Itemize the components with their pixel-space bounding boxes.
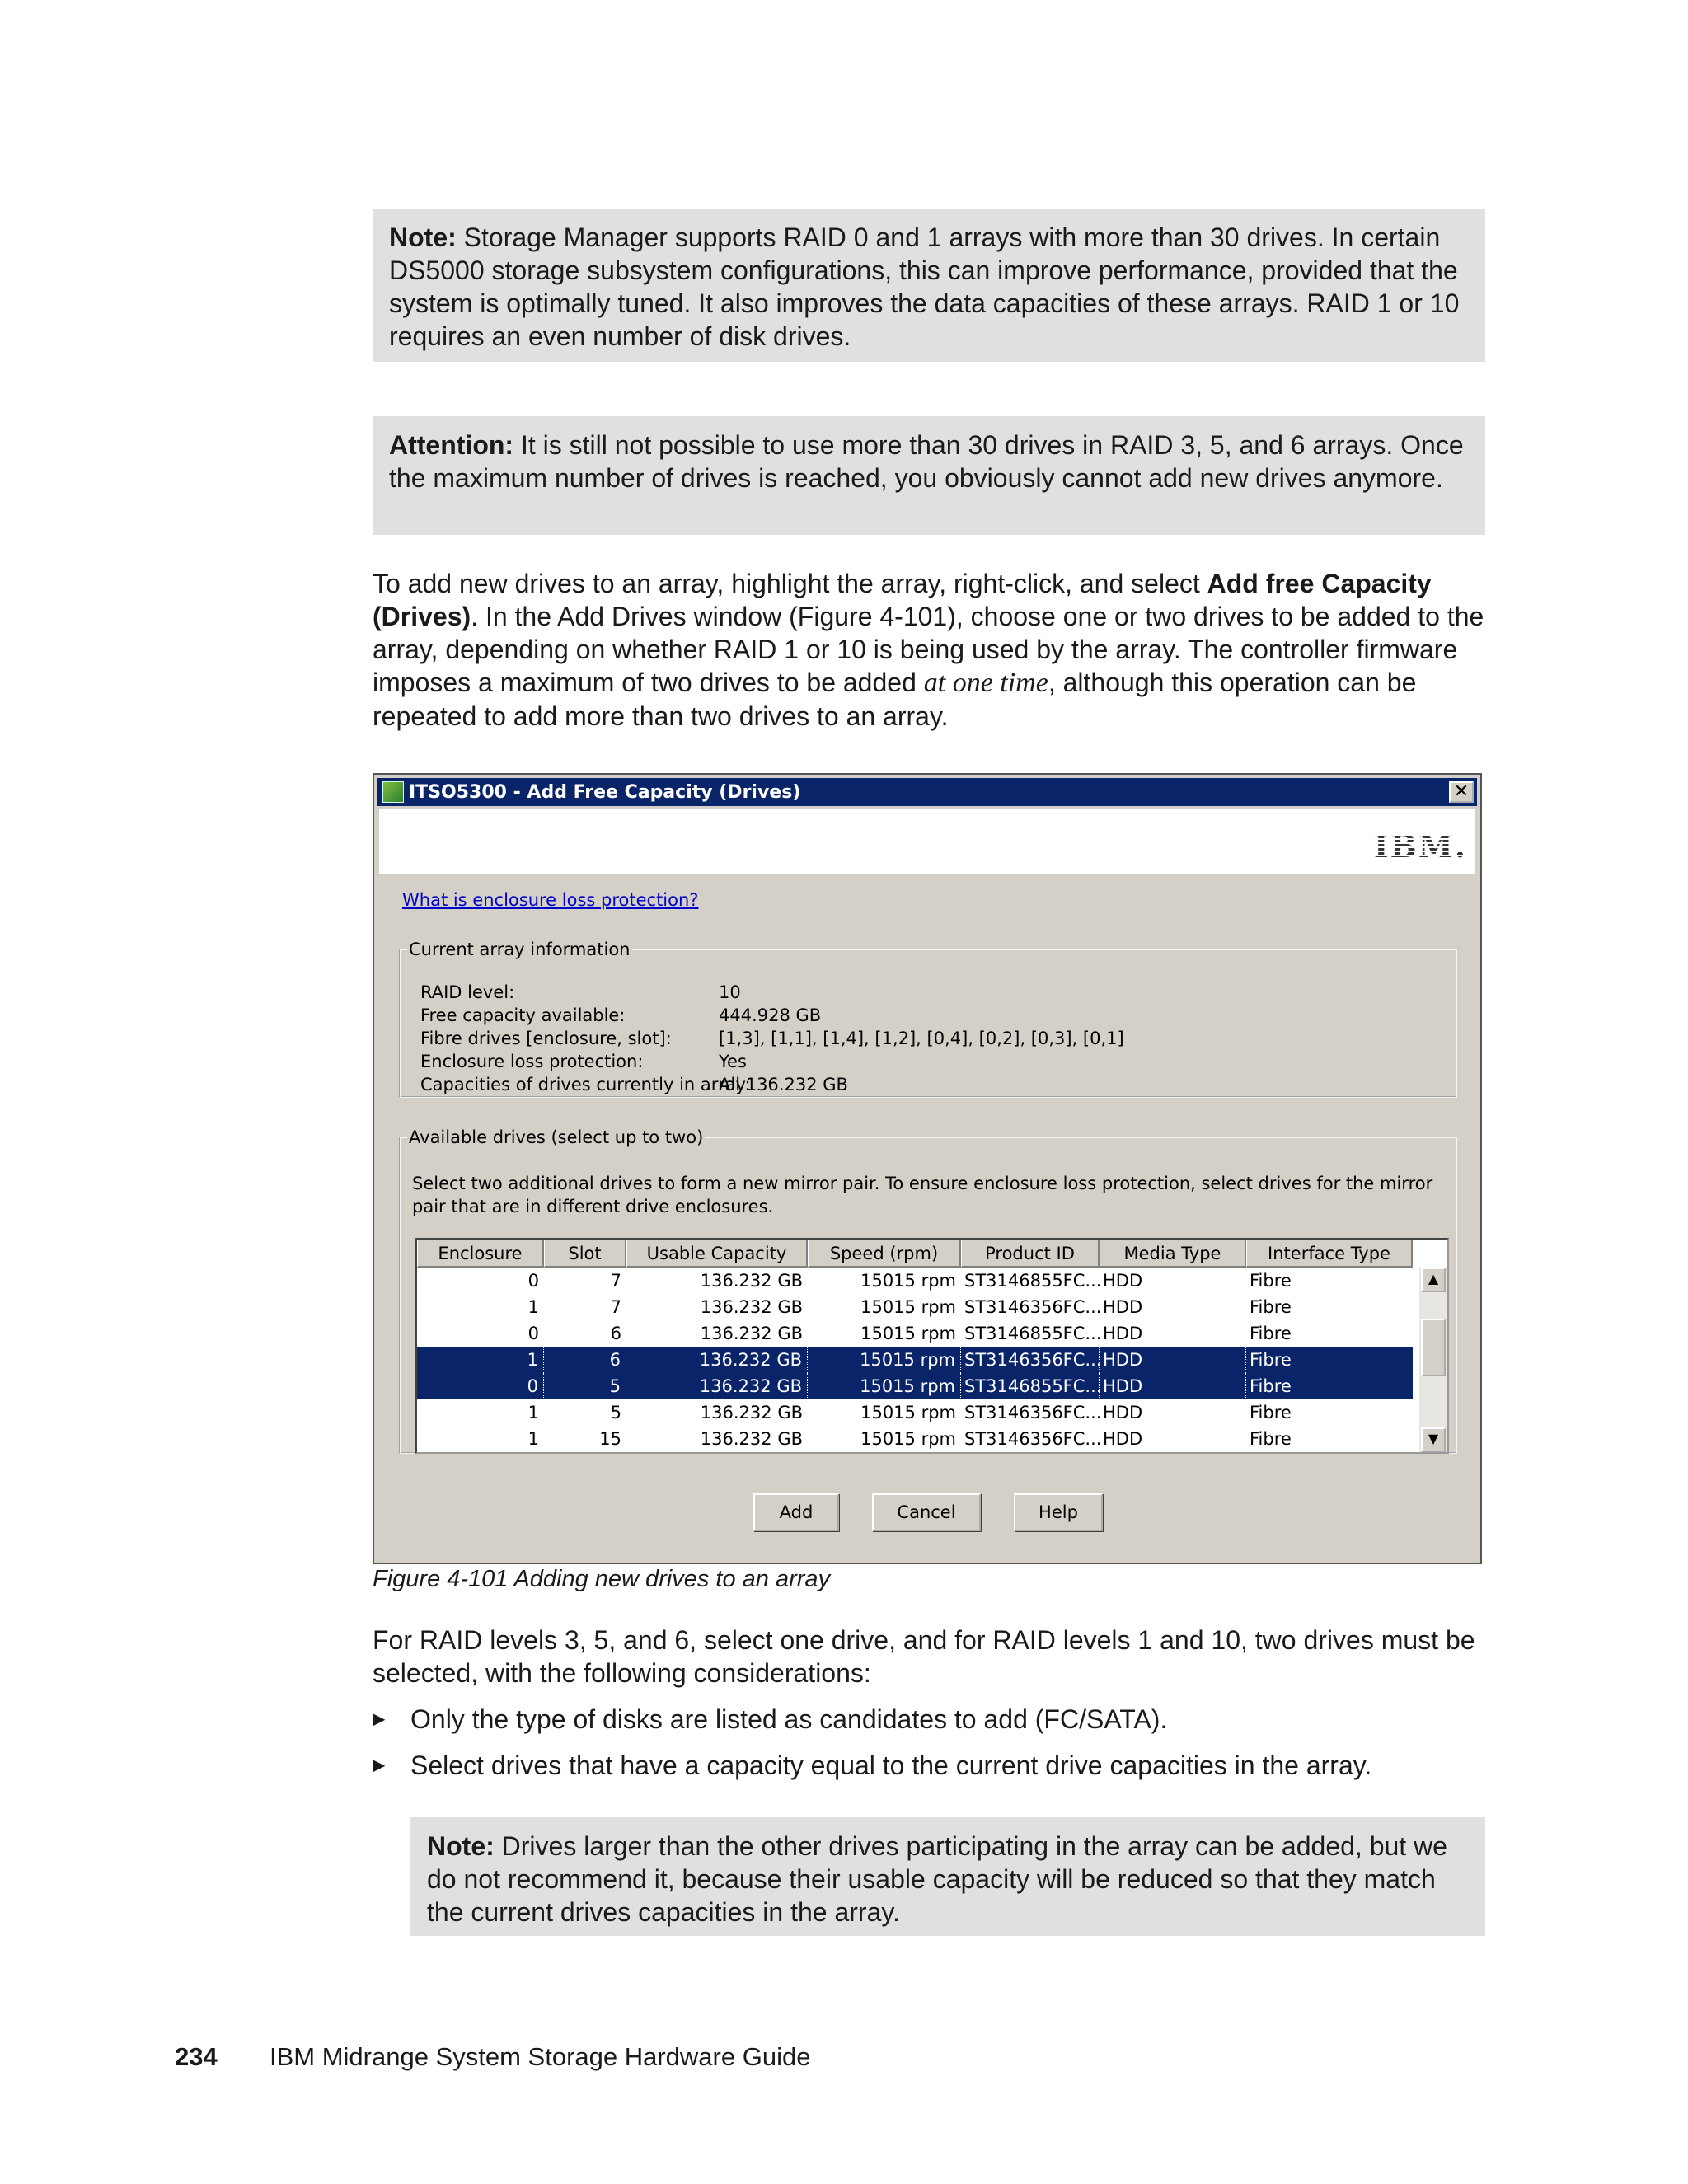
- emphasis-text: at one time: [923, 668, 1048, 698]
- scroll-down-button[interactable]: ▼: [1421, 1427, 1446, 1452]
- raid-paragraph: For RAID levels 3, 5, and 6, select one drive, and for RAID levels 1 and 10, two drives must be selected, with the following considerations:: [373, 1625, 1475, 1688]
- table-cell: 136.232 GB: [626, 1347, 808, 1373]
- current-array-legend: Current array information: [409, 940, 631, 959]
- table-cell: Fibre: [1250, 1297, 1292, 1317]
- bullet-text: Select drives that have a capacity equal to the current drive capacities in the array.: [410, 1750, 1372, 1780]
- bullet-marker: ▶: [373, 1756, 386, 1774]
- table-cell: 1: [417, 1347, 544, 1373]
- current-array-info-group: [399, 940, 1457, 1098]
- array-info-value: All 136.232 GB: [719, 1075, 848, 1094]
- table-row[interactable]: [417, 1268, 1413, 1294]
- column-header[interactable]: Product ID: [961, 1240, 1100, 1268]
- table-cell: HDD: [1103, 1271, 1143, 1291]
- table-cell: ST3146855FC...: [961, 1373, 1100, 1399]
- table-cell: 136.232 GB: [700, 1271, 803, 1291]
- array-info-label: RAID level:: [420, 982, 515, 1002]
- dialog-banner: [379, 809, 1475, 874]
- paragraph-text: . In the Add Drives window (Figure 4-101), choose one or two drives to be added to the array, depending on whether RAID 1 or 10 is being used by the array. The controller firmware imposes a maximum of two drives to be added: [373, 602, 1484, 697]
- note-label: Note:: [427, 1831, 495, 1861]
- table-cell: 0: [528, 1271, 539, 1291]
- table-cell: ST3146855FC...: [964, 1271, 1102, 1291]
- array-info-label: Capacities of drives currently in array:: [420, 1075, 751, 1094]
- array-info-value: 10: [719, 982, 741, 1002]
- table-cell: ST3146356FC...: [964, 1403, 1102, 1422]
- table-cell: 136.232 GB: [700, 1297, 803, 1317]
- column-header[interactable]: Usable Capacity: [626, 1240, 808, 1268]
- table-cell: HDD: [1100, 1347, 1246, 1373]
- page-number: 234: [175, 2042, 218, 2071]
- dialog-titlebar: [377, 778, 1477, 806]
- scroll-up-button[interactable]: ▲: [1421, 1268, 1446, 1292]
- table-cell: 15015 rpm: [860, 1429, 956, 1449]
- storage-manager-icon: [382, 781, 404, 803]
- table-cell: HDD: [1103, 1429, 1143, 1449]
- table-cell: 6: [610, 1324, 621, 1343]
- table-cell: 15015 rpm: [860, 1324, 956, 1343]
- table-cell: 1: [528, 1297, 539, 1317]
- table-cell: ST3146855FC...: [964, 1324, 1102, 1343]
- column-header[interactable]: Slot: [544, 1240, 626, 1268]
- table-cell: 136.232 GB: [700, 1429, 803, 1449]
- bullet-marker: ▶: [373, 1710, 386, 1728]
- table-row-selected[interactable]: [417, 1347, 1413, 1373]
- table-cell: Fibre: [1250, 1403, 1292, 1422]
- table-cell: ST3146356FC...: [964, 1297, 1102, 1317]
- attention-box: [373, 416, 1485, 535]
- paragraph-text: , although this operation can be repeated to add more than two drives to an array.: [373, 668, 1417, 731]
- column-header[interactable]: Media Type: [1100, 1240, 1246, 1268]
- table-cell: HDD: [1103, 1297, 1143, 1317]
- table-cell: 15015 rpm: [860, 1297, 956, 1317]
- table-cell: Fibre: [1250, 1376, 1292, 1396]
- note-text: Drives larger than the other drives participating in the array can be added, but we do not recommend it, because their usable capacity will be reduced so that they match the current drives capacities in the array.: [427, 1831, 1447, 1927]
- figure-caption: Figure 4-101 Adding new drives to an array: [373, 1566, 831, 1592]
- table-cell: 136.232 GB: [700, 1403, 803, 1422]
- enclosure-loss-help-link[interactable]: What is enclosure loss protection?: [402, 890, 699, 910]
- table-cell: 136.232 GB: [626, 1373, 808, 1399]
- array-info-label: Fibre drives [enclosure, slot]:: [420, 1029, 672, 1048]
- array-info-value: [1,3], [1,1], [1,4], [1,2], [0,4], [0,2], [0,3], [0,1]: [719, 1029, 1124, 1048]
- table-cell: Fibre: [1250, 1350, 1292, 1370]
- cancel-button[interactable]: Cancel: [872, 1493, 981, 1531]
- ibm-logo: IBM.: [1373, 827, 1467, 865]
- table-cell: 136.232 GB: [700, 1324, 803, 1343]
- table-cell: ST3146356FC...: [964, 1429, 1102, 1449]
- paragraph-text: To add new drives to an array, highlight the array, right-click, and select: [373, 569, 1207, 598]
- table-cell: 7: [610, 1297, 621, 1317]
- book-title: IBM Midrange System Storage Hardware Guide: [270, 2042, 811, 2071]
- table-cell: 15015 rpm: [860, 1403, 956, 1422]
- note-box: [373, 209, 1485, 362]
- table-scrollbar[interactable]: [1419, 1268, 1447, 1452]
- attention-text: It is still not possible to use more than 30 drives in RAID 3, 5, and 6 arrays. Once the maximum number of drives is reached, you obviously cannot add new drives anymore.: [389, 430, 1464, 493]
- table-cell: 0: [417, 1373, 544, 1399]
- table-cell: HDD: [1100, 1373, 1246, 1399]
- column-header[interactable]: Interface Type: [1246, 1240, 1413, 1268]
- column-header[interactable]: Speed (rpm): [808, 1240, 961, 1268]
- table-cell: 15015 rpm: [860, 1271, 956, 1291]
- intro-paragraph: [373, 567, 1485, 733]
- table-row[interactable]: [417, 1426, 1413, 1452]
- table-cell: Fibre: [1250, 1429, 1292, 1449]
- table-cell: HDD: [1103, 1324, 1143, 1343]
- note-label: Note:: [389, 223, 457, 252]
- add-button[interactable]: Add: [753, 1493, 839, 1531]
- help-button[interactable]: Help: [1014, 1493, 1103, 1531]
- table-cell: 15: [599, 1429, 621, 1449]
- dialog-title: ITSO5300 - Add Free Capacity (Drives): [409, 782, 801, 803]
- table-cell: ST3146356FC...: [961, 1347, 1100, 1373]
- table-row[interactable]: [417, 1294, 1413, 1320]
- attention-label: Attention:: [389, 430, 514, 460]
- close-button[interactable]: ✕: [1449, 781, 1474, 803]
- table-cell: 7: [610, 1271, 621, 1291]
- table-cell: 5: [610, 1403, 621, 1422]
- available-drives-instructions: Select two additional drives to form a new mirror pair. To ensure enclosure loss protection, select drives for the mirror pair that are in different drive enclosures.: [412, 1174, 1433, 1216]
- array-info-value: 444.928 GB: [719, 1005, 822, 1025]
- array-info-value: Yes: [719, 1052, 747, 1071]
- table-cell: 5: [544, 1373, 626, 1399]
- table-cell: 0: [528, 1324, 539, 1343]
- menu-reference: Add free Capacity (Drives): [373, 569, 1432, 631]
- table-cell: 1: [528, 1403, 539, 1422]
- table-row[interactable]: [417, 1320, 1413, 1347]
- column-header[interactable]: Enclosure: [417, 1240, 544, 1268]
- table-cell: 15015 rpm: [808, 1373, 961, 1399]
- note-box: [410, 1817, 1485, 1936]
- table-row-selected[interactable]: [417, 1373, 1413, 1399]
- table-cell: 6: [544, 1347, 626, 1373]
- array-info-label: Enclosure loss protection:: [420, 1052, 644, 1071]
- scroll-thumb[interactable]: [1421, 1319, 1446, 1376]
- table-cell: 15015 rpm: [808, 1347, 961, 1373]
- table-cell: HDD: [1103, 1403, 1143, 1422]
- table-row[interactable]: [417, 1399, 1413, 1426]
- drives-table: [415, 1238, 1449, 1454]
- table-cell: Fibre: [1250, 1271, 1292, 1291]
- array-info-label: Free capacity available:: [420, 1005, 626, 1025]
- add-free-capacity-dialog: [373, 773, 1482, 1564]
- note-text: Storage Manager supports RAID 0 and 1 arrays with more than 30 drives. In certain DS5000 storage subsystem configurations, this can improve performance, provided that the system is optimally tuned. It also improves the data capacities of these arrays. RAID 1 or 10 requires an even number of disk drives.: [389, 223, 1460, 351]
- table-cell: 1: [528, 1429, 539, 1449]
- available-drives-legend: Available drives (select up to two): [409, 1127, 704, 1147]
- available-drives-group: [399, 1127, 1457, 1454]
- table-cell: Fibre: [1250, 1324, 1292, 1343]
- bullet-text: Only the type of disks are listed as candidates to add (FC/SATA).: [410, 1704, 1168, 1734]
